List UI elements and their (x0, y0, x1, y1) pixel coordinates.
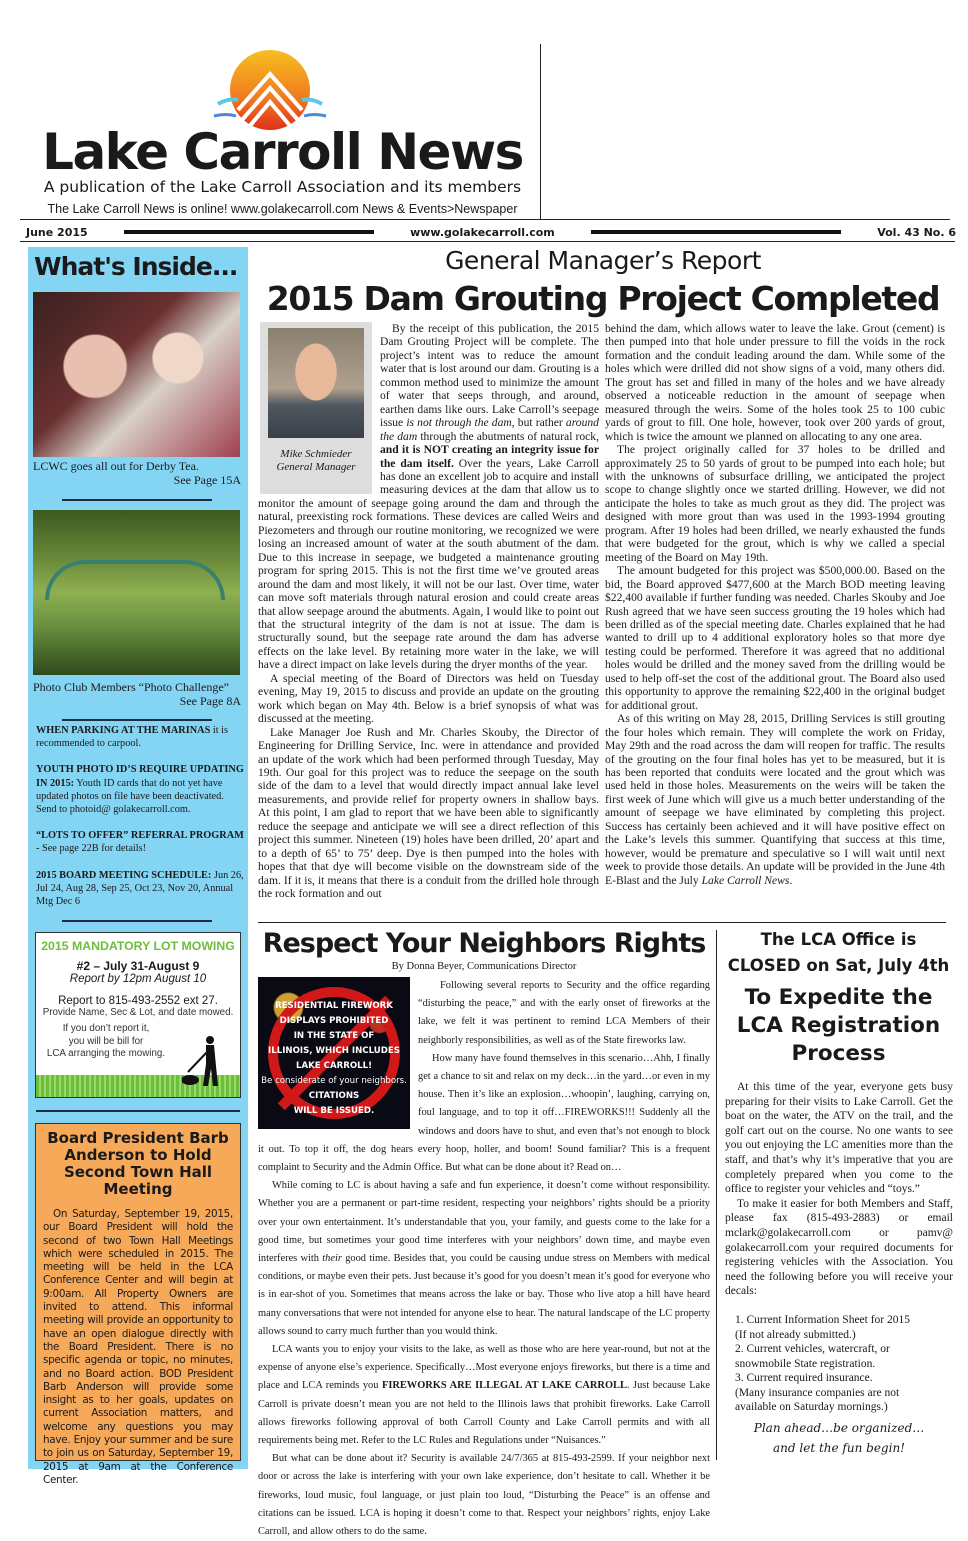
caption-text: LCWC goes all out for Derby Tea. (33, 459, 199, 473)
paragraph: But what can be done about it? Security is available 24/7/365 at 815-493-2599. If your neighbor next door or across the lake is interfering with your own lake experience, don’t hesitate to call. Whether it be fireworks, loud music, foul language, or just plain too loud, “Disturbing the Peace” is an offense and citations can be issued. LCA is hoping it doesn’t come to that. Respect your neighbors’ rights, enjoy Lake Carroll, and allow others to do the same. (258, 1453, 710, 1538)
paragraph: To make it easier for both Members and Staff, please fax (815-493-2883) or email mclark@golakecarroll.com or pamv@ golakecarroll.com your required documents for registering vehicles with the Association. You need the following before you will receive your decals: (725, 1197, 953, 1298)
paragraph: Lake Manager Joe Rush and Mr. Charles Skouby, the Director of Engineering for Drilling Service, Inc. were in attendance and provided an update of the work which had been performed through Tuesday, May 19th. Our goal for this project was to reduce the seepage on the south side of the dam to a level that would directly impact annual lake level measurements, and provide relief for property owners in shallow bays. At this point, I am glad to report that we have been able to significantly reduce the seepage and anticipate we will see a direct reflection of this project this summer. Nineteen (19) holes have been drilled, 20’ apart and to a depth of 65’ to 75’ deep. Dye is then pumped into the holes with hopes that that dye will become visible on the downstream side of the dam. If it is, it means that there is a conduit from the drilled hole through the rock formation and out (258, 725, 599, 901)
gm-portrait (268, 328, 364, 438)
rule (258, 922, 946, 923)
photo-name: Mike Schmieder (280, 448, 352, 460)
mowing-provide: Provide Name, Sec & Lot, and date mowed. (42, 1007, 234, 1018)
masthead-divider (540, 44, 541, 219)
divider (62, 719, 212, 721)
article-column-1 (258, 322, 599, 900)
notices-list (36, 724, 244, 921)
town-hall-title: Board President Barb Anderson to Hold Second Town Hall Meeting (47, 1129, 229, 1198)
paragraph: How many have found themselves in this scenario…Ahh, I finally get a chance to sit and relax on my deck…in the yard…or even in my house. Then it’s like an explosion…whoopin’, laughing, carrying on, foul language, and to top it off…FIREWORKS!!! Suddenly all the windows and doors have to shut, and even that’s not enough to block it out. To top it off, the dog hears every hoop, holler, and boom! Sound familiar? This is a frequent complaint to Security and the Admin Office. But what can be done about it? Read on… (258, 1052, 710, 1174)
list-item: (If not already submitted.) (735, 1328, 856, 1341)
paragraph: LCA wants you to enjoy your visits to the lake, as well as those who are here year-round, but not at the expense of anyone else’s experience. Specifically…Most everyone enjoys fireworks, but there is a time and place and LCA reminds you FIREWORKS ARE ILLEGAL AT LAKE CARROLL. Just because Lake Carroll is private doesn’t mean you are not held to the Illinois laws that prohibit fireworks. Lake Carroll allows fireworks following approval of both Carroll County and Lake Carroll permits and with all requirements being met. Refer to the LC Rules and Regulations under “Nuisances.” (258, 1344, 710, 1447)
rule (20, 241, 955, 242)
list-item: 3. Current required insurance. (735, 1372, 873, 1385)
paragraph: The project originally called for 37 holes to be drilled and approximately 25 to 50 yards of grout to be pumped into each hole; but with the unknowns of subsurface drilling, we anticipated the project scope to change slightly once we started drilling. However, we did not anticipate the holes to take as much grout as they did. The project was designed with more grout than was used in the 1993-1994 grouting program. After 19 holes had been drilled, we nearly exhausted the funds that were budgeted for the grout, which is why we called a special meeting of the Board on May 19th. (605, 443, 945, 564)
list-item: 1. Current Information Sheet for 2015 (735, 1313, 911, 1326)
notice-item: 2015 BOARD MEETING SCHEDULE: Jun 26, Jul 24, Aug 28, Sep 25, Oct 23, Nov 20, Annual Mtg Dec 6 (36, 869, 244, 908)
volume-number: Vol. 43 No. 6 (877, 225, 957, 239)
list-item: (Many insurance companies are not (735, 1386, 900, 1399)
newspaper-title: Lake Carroll News (42, 123, 523, 181)
mowing-report-by: Report by 12pm August 10 (69, 973, 207, 985)
notice-item: YOUTH PHOTO ID’S REQUIRE UPDATING IN 2015: Youth ID cards that do not yet have updated photos on file have been deactivated. Send to photoid@ golakecarroll.com. (36, 764, 244, 816)
divider (62, 499, 212, 501)
town-hall-box (35, 1123, 241, 1486)
mowing-warning: If you don’t report it, you will be bill for LCA arranging the mowing. (46, 1023, 166, 1059)
registration-headline: To Expedite the LCA Registration Process (736, 985, 941, 1066)
registration-article (725, 1080, 953, 1458)
notice-item: “LOTS TO OFFER” REFERRAL PROGRAM - See page 22B for details! (36, 830, 244, 855)
lawn-mower-icon (182, 1034, 222, 1089)
neighbors-article (258, 977, 710, 1541)
paragraph: A special meeting of the Board of Directors was held on Tuesday evening, May 19, 2015 to discuss and provide an update on the grouting work which began on May 4th. Below is a brief synopsis of what was discussed at the meeting. (258, 671, 599, 726)
neighbors-headline: Respect Your Neighbors Rights (262, 928, 706, 959)
bar-divider (591, 230, 841, 234)
mowing-phone: Report to 815-493-2552 ext 27. (58, 995, 218, 1007)
lot-mowing-box (35, 932, 241, 1098)
office-closed-notice: The LCA Office is CLOSED on Sat, July 4th (727, 930, 950, 975)
photo-title: General Manager (276, 461, 356, 473)
byline: By Donna Beyer, Communications Director (391, 961, 577, 972)
mowing-dates: #2 – July 31-August 9 (76, 959, 200, 973)
divider (62, 920, 212, 922)
paragraph: By the receipt of this publication, the 2015 Dam Grouting Project will be complete. The project’s intent was to reduce the amount water that is lost around our dam. Grouting is a common method used to minimize the amount of water that seeps through, and around, earthen dams like ours. Lake Carroll’s seepage issue is not through the dam, but rather around the dam through the abutments of natural rock, and it is NOT creating an integrity issue for the dam itself. Over the years, Lake Carroll has done an excellent job to acquire and install measuring devices at the dam that allow us to monitor the amount of seepage going around the dam and through the natural, preexisting rock formations. These devices are called Weirs and Piezometers and through our routine monitoring, we recognized we were losing an increased amount of water at the south abutment of the dam. Due to this increase in seepage, we budgeted a maintenance grouting program for spring 2015. This is not the first time we’ve grouted areas around the dam and most likely, it will not be our last. Over time, water can move soft materials through natural erosion and could create areas that allow seepage around the abutments. Again, I would like to point out that the structural integrity of the dam is not at issue. The dam is structurally sound, but the seepage rate around the dam has adverse effects on the lake level. By retaining more water in the lake, we will have a direct impact on lake levels during the dryer months of the year. (258, 322, 600, 672)
paragraph: At this time of the year, everyone gets busy preparing for their visits to Lake Carroll. Get the boat on the water, the ATV on the trail, and the golf cart out on the course. No one wants to see you out enjoying the LC amenities more than the staff, and that’s why it’s imperative that you are completely prepared when you come to the office to register your vehicles and “toys.” (725, 1081, 953, 1196)
caption-text: Photo Club Members “Photo Challenge” (33, 680, 229, 694)
paragraph: While coming to LC is about having a safe and fun experience, it doesn’t come without responsibility. Whether you are a permanent or part-time resident, respecting your neighbors’ rights should be a priority over your own entertainment. It’s understandable that you, your family, and guests come to the lake for a good time, but sometimes your good time interferes with your neighbors’ down time, and maybe even interferes with their good time. Besides that, you could be causing undue stress on Members with medical conditions, or maybe even their pets. Just because it’s good for you doesn’t mean it’s good for everyone who is in ear-shot of you. Sometimes that means across the lake or bay. Those who live atop a hill have heard many conversations that were not intended for anyone else to hear. The natural landscape of the LC property allows sound to carry much further than you would think. (258, 1180, 710, 1337)
list-item: available on Saturday mornings.) (735, 1401, 888, 1414)
page-reference: See Page 8A (179, 694, 241, 708)
photo2-caption (33, 680, 241, 708)
mowing-title: 2015 MANDATORY LOT MOWING (41, 939, 235, 953)
online-notice: The Lake Carroll News is online! www.golakecarroll.com News & Events>Newspaper (47, 202, 518, 216)
article-headline: 2015 Dam Grouting Project Completed (266, 279, 940, 318)
list-item: snowmobile State registration. (735, 1357, 876, 1370)
paragraph: As of this writing on May 28, 2015, Drilling Services is still grouting the four holes which remain. They will complete the work on Friday, May 29th and the road across the dam will reopen for traffic. The results of the grouting on the four final holes has yet to be measured, but it is has been reported that conduits were located and the grout which was used held in those holes. Measurements on the weirs will be taken the first week of June which will give us a much better understanding of the amount of seepage we have eliminated by completing this project. Success has certainly been achieved and it will have positive effect on the Lake’s levels this summer. Quantifying that success at this time, however, would be premature and speculative so I will wait until next week to provide those details. An update will be provided in the June 4th E-Blast and the July Lake Carroll News. (605, 712, 945, 887)
newspaper-subtitle: A publication of the Lake Carroll Association and its members (43, 178, 522, 196)
page-reference: See Page 15A (173, 473, 241, 487)
paragraph: behind the dam, which allows water to leave the lake. Grout (cement) is then pumped into that hole under pressure to fill the voids in the rock formation and the conduit leading around the dam. While some of the holes which were drilled did not show signs of a void, many others did. The grout has set and filled in many of the holes and we have already observed a noticeable reduction in the amount of seepage when measured through the weirs. Some of the holes took 25 to 100 cubic yards of grout to fill. One hole, however, took over 200 yards of grout, which is twice the amount we planned on allocating to any one area. (605, 322, 945, 443)
fireworks-prohibited-image (258, 977, 410, 1129)
divider (36, 1110, 240, 1112)
garden-bridge (45, 560, 225, 600)
paragraph: Following several reports to Security and the office regarding “disturbing the peace,” and with the early onset of fireworks at the lake, we felt it was pertinent to remind LCA Members of their neighborly responsibilities, as well as of the State fireworks law. (418, 980, 710, 1046)
column-divider (716, 930, 717, 1460)
issue-date: June 2015 (26, 225, 88, 239)
list-item: 2. Current vehicles, watercraft, or (735, 1343, 890, 1356)
paragraph: The amount budgeted for this project was $500,000.00. Based on the bid, the Board approved $477,600 at the March BOD meeting leaving $22,400 available if further funding was needed. Charles Skouby and Joe Rush agreed that we have seen success grouting the 19 holes which had been drilled as of the special meeting date. Charles explained that he had wanted to drill up to 4 additional exploratory holes so that more dye testing could be performed. Therefore it was agreed that no additional holes would be drilled and the money saved from the drilling would be used to help off-set the cost of the additional grout. The Board also used this opportunity to approve the remaining $22,400 in the original budget for additional grout. (605, 564, 945, 712)
derby-tea-photo (33, 292, 240, 457)
date-bar (26, 224, 956, 240)
rule (20, 219, 950, 220)
closing-slogan: Plan ahead…be organized… and let the fun begin! (753, 1421, 925, 1456)
sign-text: RESIDENTIAL FIREWORK DISPLAYS PROHIBITED IN THE STATE OF ILLINOIS, WHICH INCLUDES LAKE CARROLL! Be considerate of your neighbors. CITATIONS WILL BE ISSUED. (261, 1001, 407, 1116)
town-hall-body: On Saturday, September 19, 2015, our Board President will hold the second of two Town Hall Meetings which were scheduled in 2015. The meeting will be held in the LCA Conference Center and will begin at 9:00am. All Property Owners are invited to attend. This informal meeting will provide an opportunity to have an open dialogue directly with the Board President. There is no specific agenda or topic, no minutes, and no Board action. BOD President Barb Anderson will provide some insight as to her goals, updates on current Association matters, and welcome any questions you may have. Enjoy your summer and be sure to join us on Saturday, September 19, 2015 at 9am at the Conference Center. (43, 1208, 233, 1486)
requirements-list (725, 1313, 953, 1415)
bar-divider (124, 230, 374, 234)
article-column-2 (605, 322, 945, 887)
notice-item: WHEN PARKING AT THE MARINAS it is recommended to carpool. (36, 725, 229, 750)
gm-photo (260, 322, 372, 494)
article-kicker: General Manager’s Report (445, 246, 761, 275)
photo1-caption (33, 459, 241, 487)
sidebar-heading: What's Inside... (34, 252, 238, 281)
website-link[interactable]: www.golakecarroll.com (410, 225, 555, 239)
